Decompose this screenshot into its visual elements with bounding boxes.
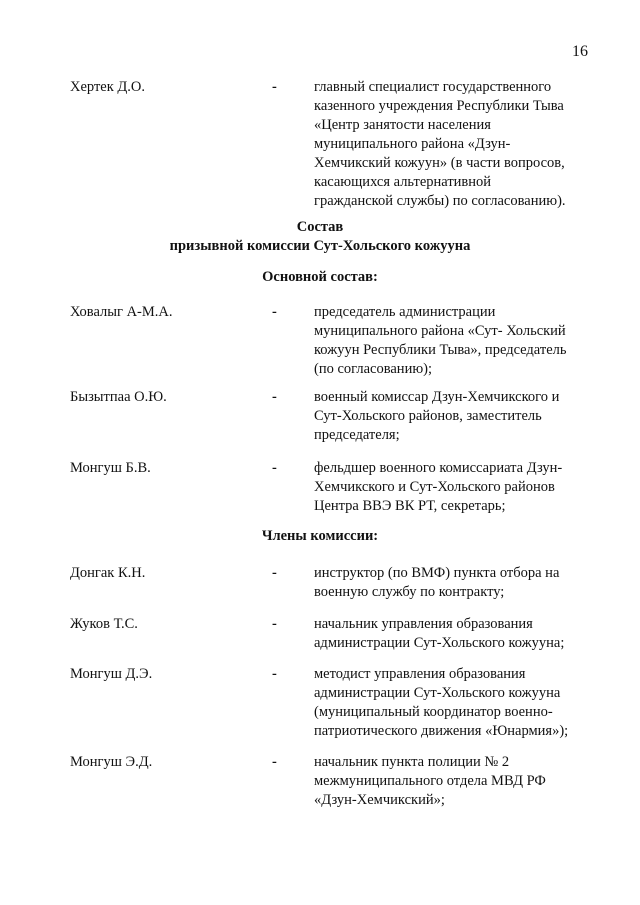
main-composition-heading: Основной состав: <box>262 269 378 285</box>
page-number: 16 <box>572 43 588 60</box>
member-description: инструктор (по ВМФ) пункта отбора на военную службу по контракту; <box>314 565 560 600</box>
member-description: начальник управления образования администрации Сут-Хольского кожууна; <box>314 616 565 651</box>
member-description: начальник пункта полиции № 2 межмуниципального отдела МВД РФ «Дзун-Хемчикский»; <box>314 754 546 808</box>
commission-members-heading: Члены комиссии: <box>261 528 379 544</box>
member-name: Ховалыг А-М.А. <box>70 304 173 320</box>
member-name: Бызытпаа О.Ю. <box>70 389 167 405</box>
member-name: Жуков Т.С. <box>70 616 138 632</box>
member-dash: - <box>272 565 277 581</box>
composition-subtitle: призывной комиссии Сут-Хольского кожууна <box>169 238 471 254</box>
member-name: Монгуш Б.В. <box>70 460 151 476</box>
member-description: методист управления образования администрации Сут-Хольского кожууна (муниципальный координатор военно- патриотического движения «Юнармия»); <box>314 666 569 739</box>
composition-title: Состав <box>296 219 344 235</box>
member-name: Донгак К.Н. <box>70 565 146 581</box>
member-dash: - <box>272 304 277 320</box>
member-description: главный специалист государственного казенного учреждения Республики Тыва «Центр занятости населения муниципального района «Дзун- Хемчикский кожуун» (в части вопросов, касающихся альтернативной гражданской службы) по согласованию). <box>314 79 566 209</box>
member-description: военный комиссар Дзун-Хемчикского и Сут-Хольского районов, заместитель председателя; <box>314 389 560 443</box>
member-dash: - <box>272 460 277 476</box>
member-description: фельдшер военного комиссариата Дзун- Хемчикского и Сут-Хольского районов Центра ВВЭ ВК РТ, секретарь; <box>314 460 563 514</box>
member-name: Монгуш Д.Э. <box>70 666 153 682</box>
member-dash: - <box>272 616 277 632</box>
member-dash: - <box>272 666 277 682</box>
member-name: Хертек Д.О. <box>70 79 146 95</box>
member-description: председатель администрации муниципального района «Сут- Хольский кожуун Республики Тыва», председатель (по согласованию); <box>314 304 567 377</box>
member-name: Монгуш Э.Д. <box>70 754 153 770</box>
member-dash: - <box>272 79 277 95</box>
member-dash: - <box>272 389 277 405</box>
member-dash: - <box>272 754 277 770</box>
